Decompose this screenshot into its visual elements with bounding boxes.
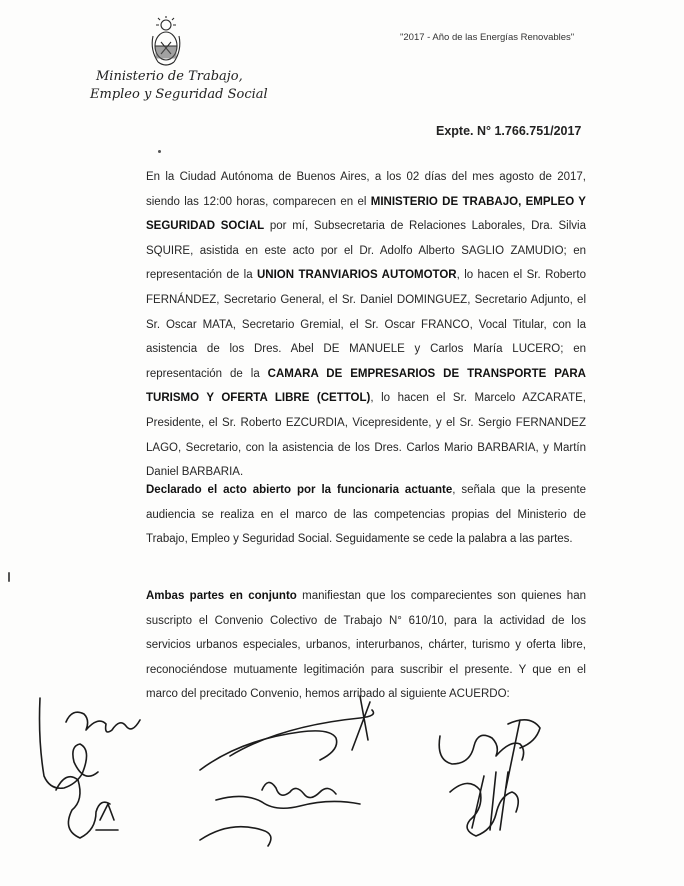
p1-text-1: En la Ciudad Autónoma de Buenos Aires, a los 02 días del mes agosto de 2017, siendo las 12:00 horas, comparecen en el [146,171,586,208]
p1-text-4: , lo hacen el Sr. Marcelo AZCARATE, Presidente, el Sr. Roberto EZCURDIA, Vicepresidente, y el Sr. Sergio FERNANDEZ LAGO, Secretario, con la asistencia de los Dres. Carlos Mario BARBARIA, y Martín Daniel BARBARIA. [146,392,586,479]
paragraph-apertura [146,478,586,552]
p1-uta-bold: UNION TRANVIARIOS AUTOMOTOR [257,269,457,282]
signature-right [439,720,540,836]
p1-cettol-bold: CAMARA DE EMPRESARIOS DE TRANSPORTE PARA TURISMO Y OFERTA LIBRE (CETTOL) [146,367,586,405]
p1-text-3: , lo hacen el Sr. Roberto FERNÁNDEZ, Secretario General, el Sr. Daniel DOMINGUEZ, Secretario Adjunto, el Sr. Oscar MATA, Secretario Gremial, el Sr. Oscar FRANCO, Vocal Titular, con la asistencia de los Dres. Abel DE MANUELE y Carlos María LUCERO; en representación de la [146,269,586,380]
p2-bold-lead: Declarado el acto abierto por la funcionaria actuante [146,484,453,496]
scan-mark [8,572,10,582]
scan-speck [158,150,161,153]
p1-ministerio-bold: MINISTERIO DE TRABAJO, EMPLEO Y SEGURIDAD SOCIAL [146,195,586,233]
paragraph-comparecencia [146,165,586,485]
ministry-name-line2: Empleo y Seguridad Social [90,87,268,102]
argentina-coat-of-arms-icon [148,16,184,68]
p3-bold-lead: Ambas partes en conjunto [146,590,297,602]
signature-center [200,696,374,846]
expediente-number: Expte. N° 1.766.751/2017 [436,124,582,138]
p3-text: manifiestan que los comparecientes son quienes han suscripto el Convenio Colectivo de Trabajo N° 610/10, para la actividad de los servicios urbanos especiales, urbanos, interurbanos, chárter, turismo y oferta libre, reconociéndose mutuamente legitimación para suscribir el presente. Y que en el marco del precitado Convenio, hemos arribado al siguiente ACUERDO: [146,590,586,701]
p1-text-2: por mí, Subsecretaria de Relaciones Laborales, Dra. Silvia SQUIRE, asistida en este acto por el Dr. Adolfo Alberto SAGLIO ZAMUDIO; en representación de la [146,220,586,282]
signatures [0,680,684,886]
ministry-name [90,68,290,104]
p2-text: , señala que la presente audiencia se realiza en el marco de las competencias propias del Ministerio de Trabajo, Empleo y Seguridad Social. Seguidamente se cede la palabra a las partes. [146,484,586,546]
ministry-name-line1: Ministerio de Trabajo, [96,69,243,84]
signature-left [40,698,141,838]
year-motto: "2017 - Año de las Energías Renovables" [400,32,575,43]
